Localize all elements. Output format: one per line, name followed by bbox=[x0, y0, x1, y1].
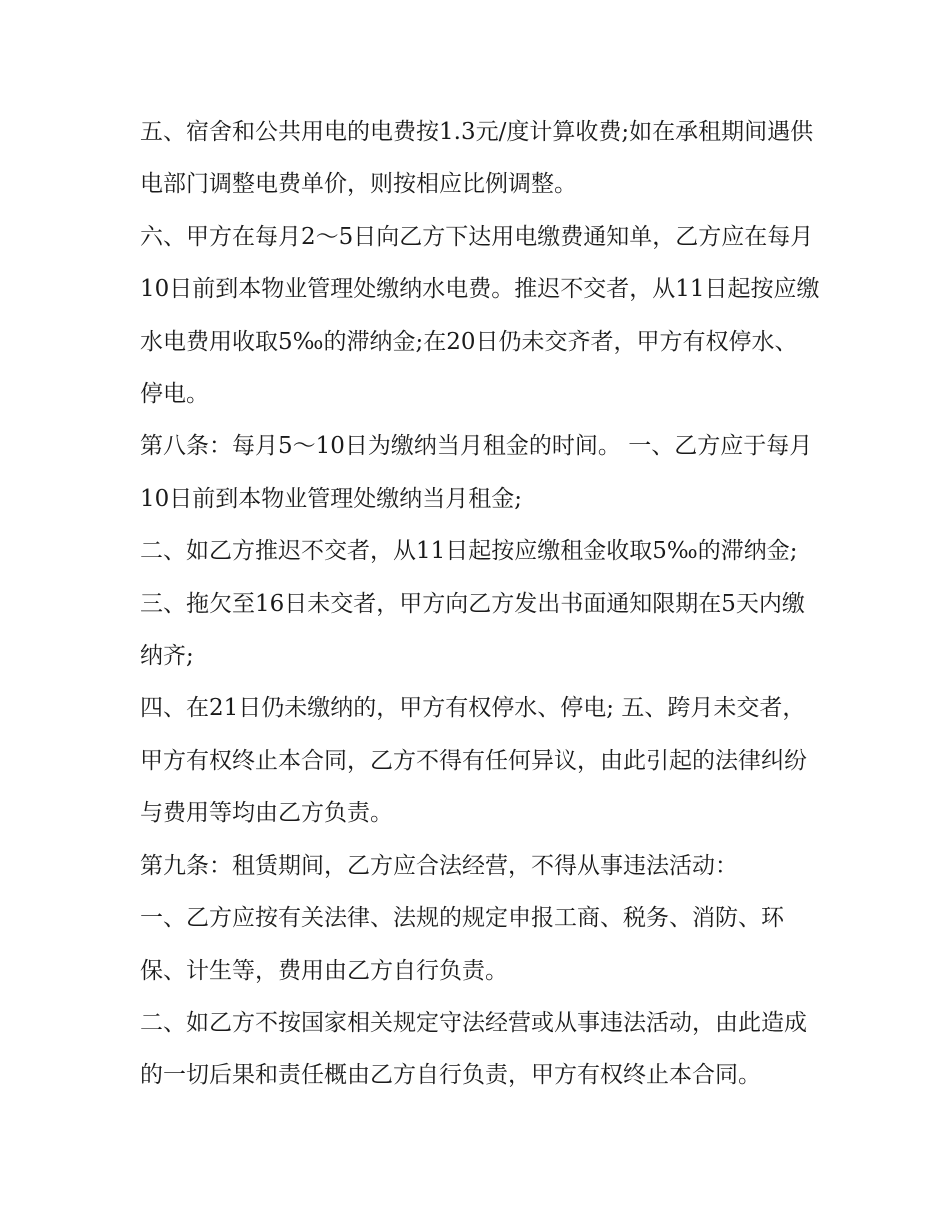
paragraph-article-9: 第九条：租赁期间，乙方应合法经营，不得从事违法活动： bbox=[140, 852, 738, 879]
paragraph-illegal-activity: 二、如乙方不按国家相关规定守法经营或从事违法活动，由此造成的一切后果和责任概由乙方自行负责，甲方有权终止本合同。 bbox=[140, 1009, 807, 1089]
document-body bbox=[140, 106, 820, 1102]
paragraph-registration: 一、乙方应按有关法律、法规的规定申报工商、税务、消防、环保、计生等，费用由乙方自行负责。 bbox=[140, 905, 784, 984]
paragraph-utility-payment: 六、甲方在每月2～5日向乙方下达用电缴费通知单，乙方应在每月10日前到本物业管理处缴纳水电费。推迟不交者，从11日起按应缴水电费用收取5‰的滞纳金;在20日仍未交齐者，甲方有权停水、停电。 bbox=[140, 223, 820, 408]
paragraph-article-8: 第八条：每月5～10日为缴纳当月租金的时间。 一、乙方应于每月10日前到本物业管理处缴纳当月租金; bbox=[140, 433, 813, 512]
paragraph-late-fee: 二、如乙方推迟不交者，从11日起按应缴租金收取5‰的滞纳金; 三、拖欠至16日未交者，甲方向乙方发出书面通知限期在5天内缴纳齐; bbox=[140, 538, 805, 670]
paragraph-electricity-fee: 五、宿舍和公共用电的电费按1.3元/度计算收费;如在承租期间遇供电部门调整电费单价，则按相应比例调整。 bbox=[140, 119, 814, 198]
paragraph-termination: 四、在21日仍未缴纳的，甲方有权停水、停电; 五、跨月未交者，甲方有权终止本合同，乙方不得有任何异议，由此引起的法律纠纷与费用等均由乙方负责。 bbox=[140, 695, 807, 827]
